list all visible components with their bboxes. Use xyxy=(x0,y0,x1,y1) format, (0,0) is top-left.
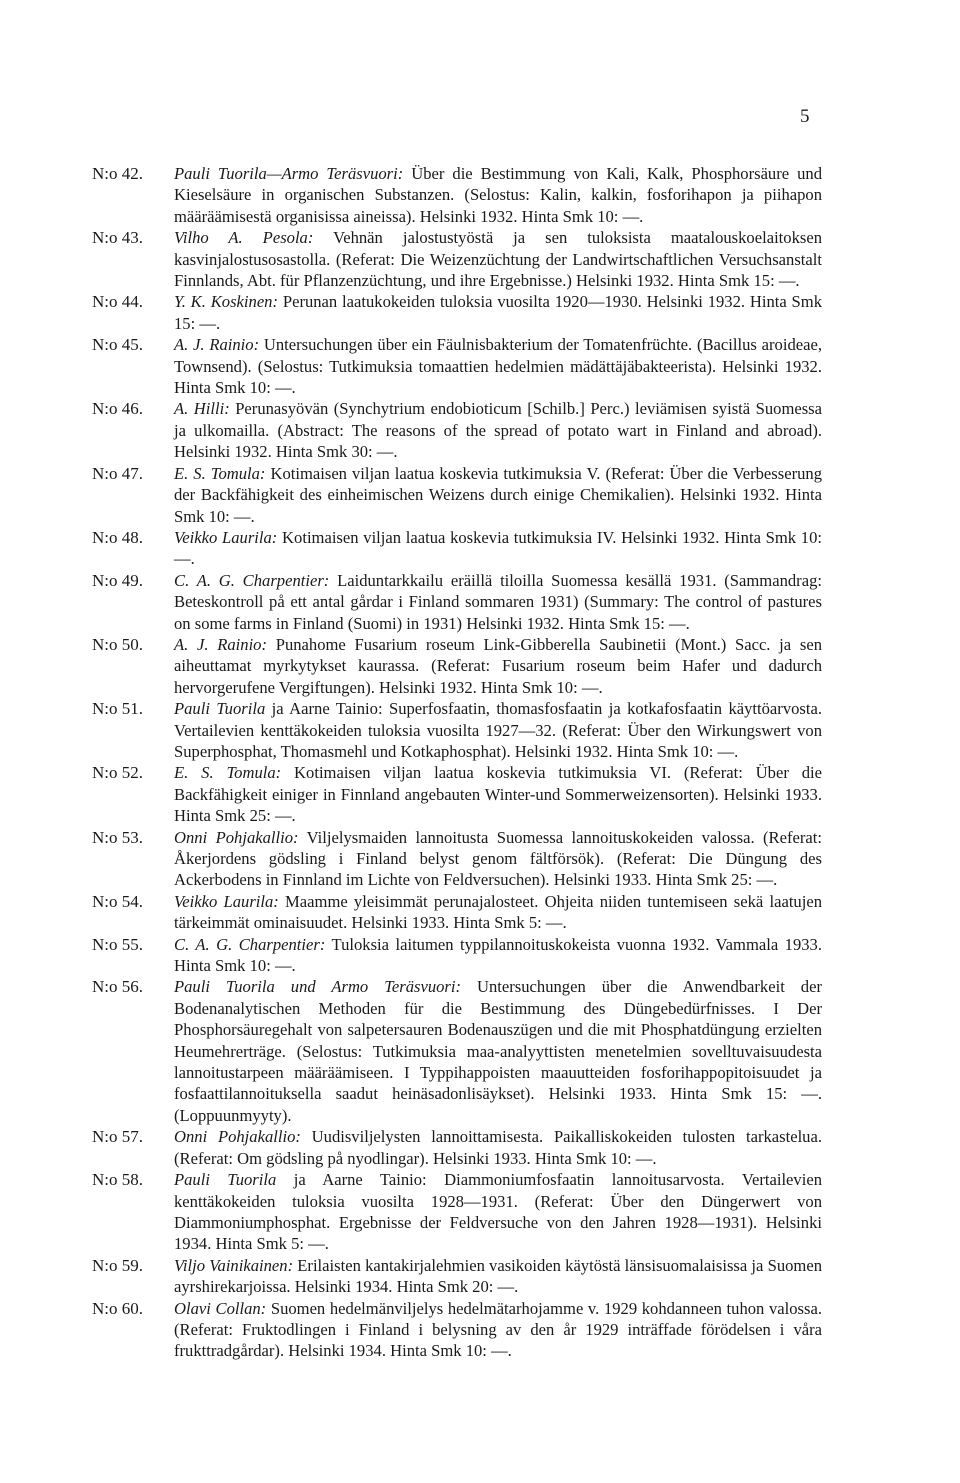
entry-description: Maamme yleisimmät perunajalosteet. Ohjeita niiden tuntemiseen sekä laatujen tärkeimmät ominaisuudet. Helsinki 1933. Hinta Smk 5: —. xyxy=(174,891,822,933)
entry-author: Vilho A. Pesola: xyxy=(174,228,314,248)
entry-description: Punahome Fusarium roseum Link-Gibberella Saubinetii (Mont.) Sacc. ja sen aiheuttamat myrkytykset kaurassa. (Referat: Fusarium roseum beim Hafer und dadurch hervorgerufene Vergiftungen). Helsinki 1932. Hinta Smk 10: —. xyxy=(174,634,822,697)
entry-author: Pauli Tuorila xyxy=(174,699,266,719)
publication-entry xyxy=(92,762,822,826)
publication-entry xyxy=(92,570,822,634)
entry-number: N:o 44. xyxy=(92,292,143,312)
entry-text xyxy=(174,527,822,570)
entry-author: Olavi Collan: xyxy=(174,1298,267,1318)
entry-author: Veikko Laurila: xyxy=(174,527,278,547)
entry-text xyxy=(174,570,822,634)
publication-entry xyxy=(92,934,822,977)
entry-text xyxy=(174,291,822,334)
publication-entry xyxy=(92,827,822,891)
entry-description: Laiduntarkkailu eräillä tiloilla Suomessa kesällä 1931. (Sammandrag: Beteskontroll på ett antal gårdar i Finland sommaren 1931) (Summary: The control of pastures on some farms in Finland (Suomi) in 1931) Helsinki 1932. Hinta Smk 15: —. xyxy=(174,570,822,633)
entry-description: Perunasyövän (Synchytrium endobioticum [Schilb.] Perc.) leviämisen syistä Suomessa ja ulkomailla. (Abstract: The reasons of the spread of potato wart in Finland and abroad). Helsinki 1932. Hinta Smk 30: —. xyxy=(174,399,822,462)
publication-entry xyxy=(92,463,822,527)
entry-author: E. S. Tomula: xyxy=(174,463,266,483)
entry-text xyxy=(174,698,822,762)
publication-entry xyxy=(92,1298,822,1362)
entry-text xyxy=(174,934,822,977)
entry-number: N:o 53. xyxy=(92,827,143,847)
entry-text xyxy=(174,1298,822,1362)
entry-text xyxy=(174,334,822,398)
entry-author: A. J. Rainio: xyxy=(174,335,260,355)
publication-entry xyxy=(92,1169,822,1255)
entry-number: N:o 60. xyxy=(92,1298,143,1318)
entry-description: Perunan laatukokeiden tuloksia vuosilta 1920—1930. Helsinki 1932. Hinta Smk 15: —. xyxy=(174,292,822,333)
entry-description: Über die Bestimmung von Kali, Kalk, Phosphorsäure und Kieselsäure in organischen Substanzen. (Selostus: Kalin, kalkin, fosforihapon ja piihapon määräämisestä organisissa aineissa). Helsinki 1932. Hinta Smk 10: —. xyxy=(174,164,822,226)
entry-description: Erilaisten kantakirjalehmien vasikoiden käytöstä länsisuomalaisissa ja Suomen ayrshirekarjoissa. Helsinki 1934. Hinta Smk 20: —. xyxy=(174,1255,822,1297)
entry-number: N:o 56. xyxy=(92,977,143,997)
entry-author: C. A. G. Charpentier: xyxy=(174,570,330,590)
entry-number: N:o 55. xyxy=(92,934,143,954)
entry-number: N:o 52. xyxy=(92,763,143,783)
publication-entry xyxy=(92,634,822,698)
publication-entry xyxy=(92,976,822,1126)
entry-text xyxy=(174,762,822,826)
publication-entry xyxy=(92,698,822,762)
entry-author: E. S. Tomula: xyxy=(174,763,282,783)
entry-author: Pauli Tuorila xyxy=(174,1170,277,1190)
entry-description: Vehnän jalostustyöstä ja sen tuloksista maatalouskoelaitoksen kasvinjalostusosastolla. (Referat: Die Weizenzüchtung der Landwirtschaftlichen Versuchsanstalt Finnlands, Abt. für Pflanzenzüchtung, und ihre Ergebnisse.) Helsinki 1932. Hinta Smk 15: —. xyxy=(174,228,822,291)
entry-text xyxy=(174,163,822,227)
entry-text xyxy=(174,463,822,527)
entry-author: Veikko Laurila: xyxy=(174,891,279,911)
entry-author: Pauli Tuorila und Armo Teräsvuori: xyxy=(174,977,462,997)
page-number: 5 xyxy=(800,106,810,127)
entry-number: N:o 54. xyxy=(92,891,143,911)
publication-entry xyxy=(92,163,822,227)
publication-entry xyxy=(92,334,822,398)
publication-entry xyxy=(92,1126,822,1169)
publication-entry xyxy=(92,527,822,570)
entry-number: N:o 50. xyxy=(92,634,143,654)
entry-number: N:o 45. xyxy=(92,335,143,355)
entry-description: Kotimaisen viljan laatua koskevia tutkimuksia IV. Helsinki 1932. Hinta Smk 10: —. xyxy=(174,527,822,569)
publication-entry xyxy=(92,891,822,934)
entry-author: Y. K. Koskinen: xyxy=(174,292,279,312)
entry-number: N:o 48. xyxy=(92,527,143,547)
entry-number: N:o 59. xyxy=(92,1255,143,1275)
entry-description: Untersuchungen über die Anwendbarkeit der Bodenanalytischen Methoden für die Bestimmung des Düngebedürfnisses. I Der Phosphorsäuregehalt von salpetersauren Bodenauszügen und die mit Phosphatdüngung erzielten Heumehrerträge. (Selostus: Tutkimuksia maa-analyyttisten menetelmien sovelltuvaisuudesta lannoitustarpeen määräämiseen. I Typpihappoisten maauutteiden fosforihappopitoisuudet ja fosfaattilannoituksella saadut heinäsadonlisäykset). Helsinki 1933. Hinta Smk 15: —. (Loppuunmyyty). xyxy=(174,977,822,1125)
entry-number: N:o 42. xyxy=(92,164,143,183)
entry-text xyxy=(174,1169,822,1255)
entry-author: A. Hilli: xyxy=(174,399,230,419)
publication-entry xyxy=(92,1255,822,1298)
entry-number: N:o 57. xyxy=(92,1127,143,1147)
entry-description: Kotimaisen viljan laatua koskevia tutkimuksia V. (Referat: Über die Verbesserung der Backfähigkeit des einheimischen Weizens durch einige Chemikalien). Helsinki 1932. Hinta Smk 10: —. xyxy=(174,463,822,526)
entry-number: N:o 47. xyxy=(92,463,143,483)
entry-description: Viljelysmaiden lannoitusta Suomessa lannoituskokeiden valossa. (Referat: Åkerjordens gödsling i Finland belyst genom fältförsök). (Referat: Die Düngung des Ackerbodens in Finnland im Lichte von Feldversuchen). Helsinki 1933. Hinta Smk 25: —. xyxy=(174,827,822,890)
entry-author: A. J. Rainio: xyxy=(174,634,268,654)
entry-author: Onni Pohjakallio: xyxy=(174,1127,301,1147)
publication-entry xyxy=(92,227,822,291)
entry-text xyxy=(174,1126,822,1169)
entry-number: N:o 43. xyxy=(92,228,143,248)
entry-author: C. A. G. Charpentier: xyxy=(174,934,326,954)
entry-description: ja Aarne Tainio: Diammoniumfosfaatin lannoitusarvosta. Vertailevien kenttäkokeiden tuloksia vuosilta 1928—1931. (Referat: Über den Düngerwert von Diammoniumphosphat. Ergebnisse der Feldversuche von den Jahren 1928—1931). Helsinki 1934. Hinta Smk 5: —. xyxy=(174,1170,822,1254)
entry-text xyxy=(174,227,822,291)
entry-text xyxy=(174,827,822,891)
entry-description: Suomen hedelmänviljelys hedelmätarhojamme v. 1929 kohdanneen tuhon valossa. (Referat: Fruktodlingen i Finland i belysning av den år 1929 inträffade förödelsen i våra frukttradgårdar). Helsinki 1934. Hinta Smk 10: —. xyxy=(174,1298,822,1361)
entry-description: ja Aarne Tainio: Superfosfaatin, thomasfosfaatin ja kotkafosfaatin käyttöarvosta. Vertailevien kenttäkokeiden tuloksia vuosilta 1927—32. (Referat: Über den Wirkungswert von Superphosphat, Thomasmehl und Kotkaphosphat). Helsinki 1932. Hinta Smk 10: —. xyxy=(174,699,822,761)
entry-description: Kotimaisen viljan laatua koskevia tutkimuksia VI. (Referat: Über die Backfähigkeit einiger in Finnland angebauten Winter-und Sommerweizensorten). Helsinki 1933. Hinta Smk 25: —. xyxy=(174,763,822,826)
entry-number: N:o 46. xyxy=(92,399,143,419)
publication-list xyxy=(92,163,822,1362)
publication-entry xyxy=(92,291,822,334)
entry-text xyxy=(174,976,822,1126)
entry-text xyxy=(174,1255,822,1298)
entry-author: Onni Pohjakallio: xyxy=(174,827,299,847)
entry-description: Untersuchungen über ein Fäulnisbakterium der Tomatenfrüchte. (Bacillus aroideae, Townsend). (Selostus: Tutkimuksia tomaattien hedelmien mädättäjäbakteerista). Helsinki 1932. Hinta Smk 10: —. xyxy=(174,335,822,398)
entry-number: N:o 51. xyxy=(92,699,143,719)
entry-author: Pauli Tuorila—Armo Teräsvuori: xyxy=(174,164,404,183)
entry-number: N:o 49. xyxy=(92,570,143,590)
entry-text xyxy=(174,634,822,698)
entry-text xyxy=(174,891,822,934)
entry-description: Uudisviljelysten lannoittamisesta. Paikalliskokeiden tulosten tarkastelua. (Referat: Om gödsling på nyodlingar). Helsinki 1933. Hinta Smk 10: —. xyxy=(174,1127,822,1168)
publication-entry xyxy=(92,398,822,462)
entry-author: Viljo Vainikainen: xyxy=(174,1255,294,1275)
entry-text xyxy=(174,398,822,462)
entry-number: N:o 58. xyxy=(92,1170,143,1190)
entry-description: Tuloksia laitumen typpilannoituskokeista vuonna 1932. Vammala 1933. Hinta Smk 10: —. xyxy=(174,934,822,976)
